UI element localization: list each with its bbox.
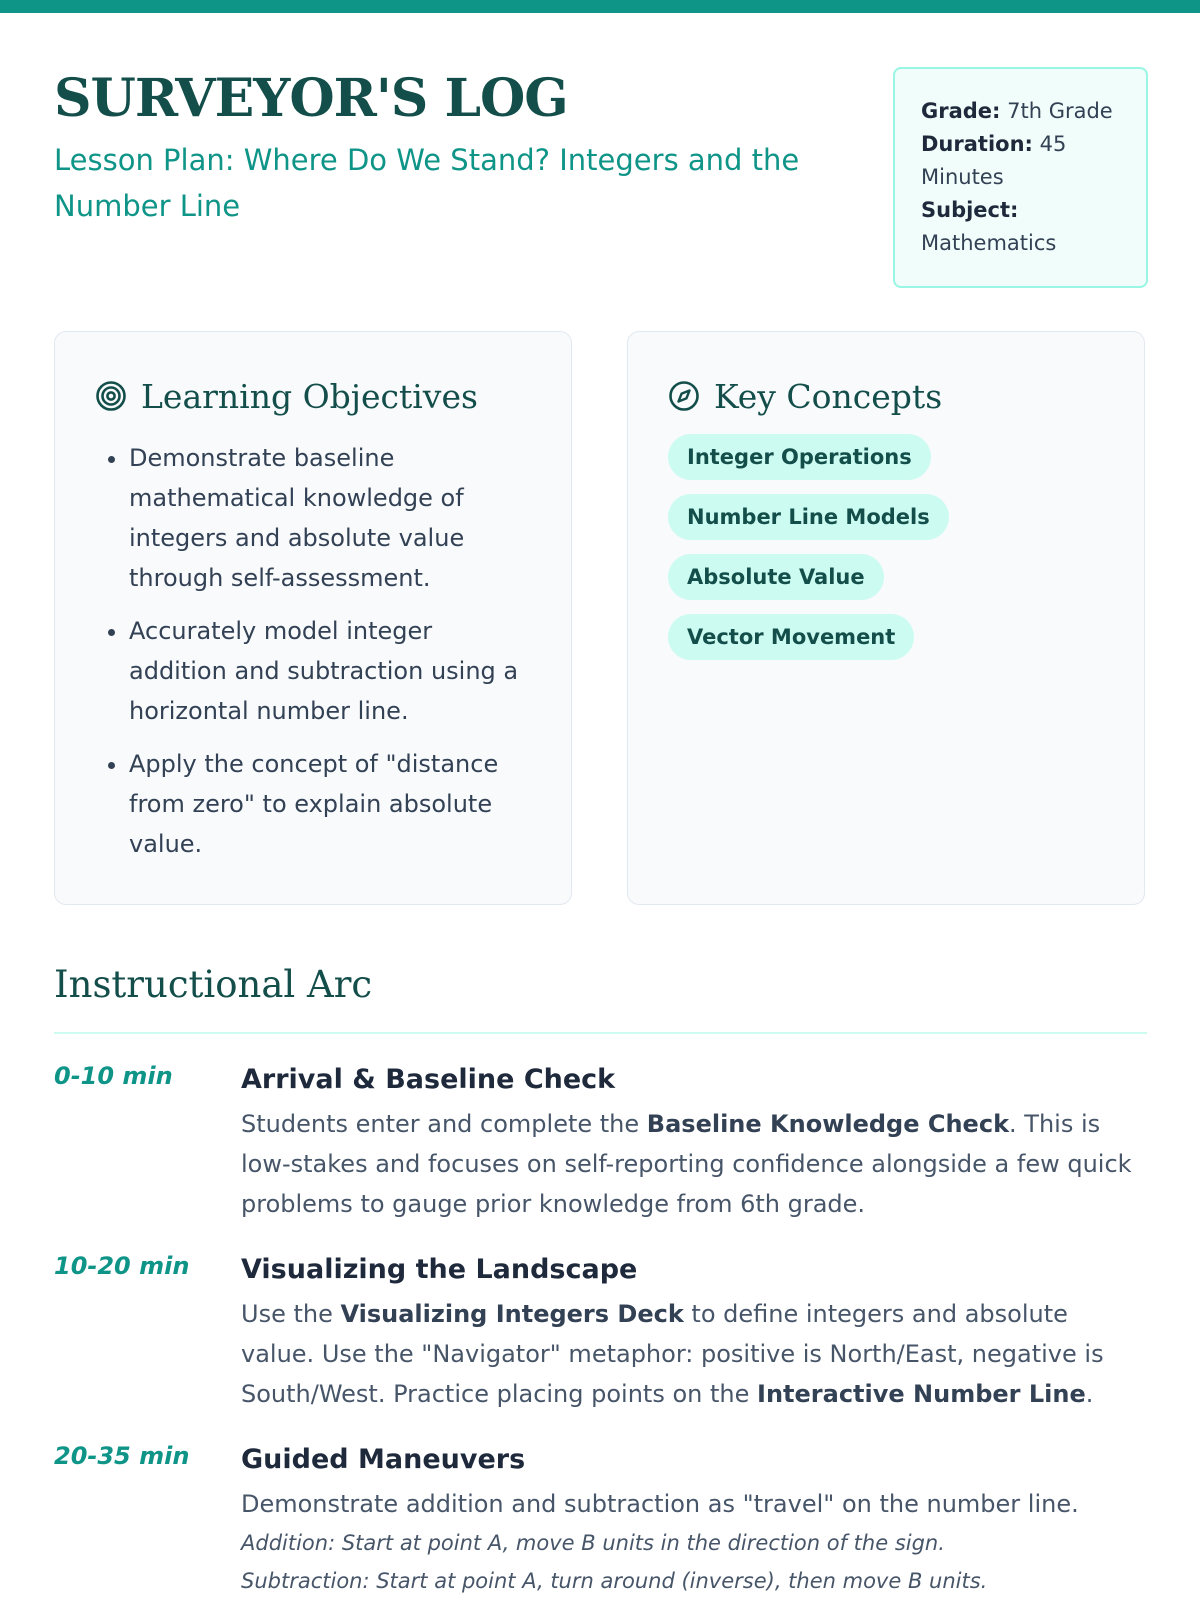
step-title: Guided Maneuvers bbox=[241, 1444, 526, 1475]
step-title: Visualizing the Landscape bbox=[241, 1254, 638, 1285]
objective-item: • Demonstrate baseline mathematical knowledge of integers and absolute value through self-assessment. bbox=[129, 438, 531, 598]
objectives-header bbox=[95, 372, 531, 420]
step-title: Arrival & Baseline Check bbox=[241, 1064, 616, 1095]
objective-item: • Apply the concept of "distance from zero" to explain absolute value. bbox=[129, 744, 531, 864]
meta-subject bbox=[921, 194, 1120, 260]
concept-tag: Vector Movement bbox=[668, 614, 914, 660]
step-body-emphasis: Visualizing Integers Deck bbox=[340, 1300, 684, 1328]
meta-grade-value: 7th Grade bbox=[1007, 99, 1113, 123]
meta-card bbox=[893, 67, 1148, 288]
step-body-text: . This is low-stakes and focuses on self-reporting confidence alongside a few quick problems to gauge prior knowledge from 6th grade. bbox=[241, 1110, 1132, 1218]
step-body-emphasis: Baseline Knowledge Check bbox=[646, 1110, 1010, 1138]
arc-divider bbox=[54, 1032, 1147, 1034]
step-note: Addition: Start at point A, move B units in the direction of the sign. bbox=[241, 1531, 945, 1555]
objectives-list bbox=[95, 438, 531, 864]
arc-step bbox=[54, 1062, 1147, 1224]
compass-icon bbox=[668, 380, 700, 412]
meta-duration bbox=[921, 128, 1120, 194]
meta-subject-label: Subject: bbox=[921, 198, 1019, 222]
step-body bbox=[241, 1294, 1147, 1414]
step-body-text: to define integers and absolute value. Use the "Navigator" metaphor: positive is North/East, negative is South/West. Practice placing points on the bbox=[241, 1300, 1104, 1408]
concepts-card bbox=[627, 331, 1145, 905]
arc-step bbox=[54, 1442, 1147, 1600]
step-time: 10-20 min bbox=[54, 1252, 190, 1280]
step-body bbox=[241, 1104, 1147, 1224]
concepts-title: Key Concepts bbox=[714, 376, 943, 416]
step-body: Demonstrate addition and subtraction as "travel" on the number line. bbox=[241, 1490, 1079, 1518]
lesson-plan-page bbox=[54, 13, 1147, 1593]
meta-subject-value: Mathematics bbox=[921, 231, 1057, 255]
concept-tag: Absolute Value bbox=[668, 554, 884, 600]
objectives-title: Learning Objectives bbox=[141, 376, 478, 416]
meta-duration-label: Duration: bbox=[921, 132, 1033, 156]
meta-grade bbox=[921, 95, 1120, 128]
instructional-arc bbox=[54, 963, 1147, 1600]
step-time: 20-35 min bbox=[54, 1442, 190, 1470]
header bbox=[54, 13, 1147, 313]
target-icon bbox=[95, 380, 127, 412]
top-accent-bar bbox=[0, 0, 1200, 13]
objective-item: • Accurately model integer addition and subtraction using a horizontal number line. bbox=[129, 611, 531, 731]
step-body-emphasis: Interactive Number Line bbox=[757, 1380, 1086, 1408]
summary-cards bbox=[54, 331, 1147, 907]
concept-tag: Integer Operations bbox=[668, 434, 931, 480]
objectives-card bbox=[54, 331, 572, 905]
step-body-text: . bbox=[1085, 1380, 1094, 1408]
step-note: Subtraction: Start at point A, turn around (inverse), then move B units. bbox=[241, 1569, 988, 1593]
concept-tags bbox=[668, 434, 1104, 674]
page-title: SURVEYOR'S LOG bbox=[54, 68, 568, 129]
arc-title: Instructional Arc bbox=[54, 963, 373, 1006]
step-body-text: Use the bbox=[241, 1300, 341, 1328]
arc-step bbox=[54, 1252, 1147, 1414]
meta-grade-label: Grade: bbox=[921, 99, 1001, 123]
step-time: 0-10 min bbox=[54, 1062, 173, 1090]
page-subtitle: Lesson Plan: Where Do We Stand? Integers and the Number Line bbox=[54, 143, 800, 223]
step-body-text: Students enter and complete the bbox=[241, 1110, 647, 1138]
concept-tag: Number Line Models bbox=[668, 494, 949, 540]
concepts-header bbox=[668, 372, 1104, 420]
meta-duration-value: 45 Minutes bbox=[921, 132, 1067, 189]
